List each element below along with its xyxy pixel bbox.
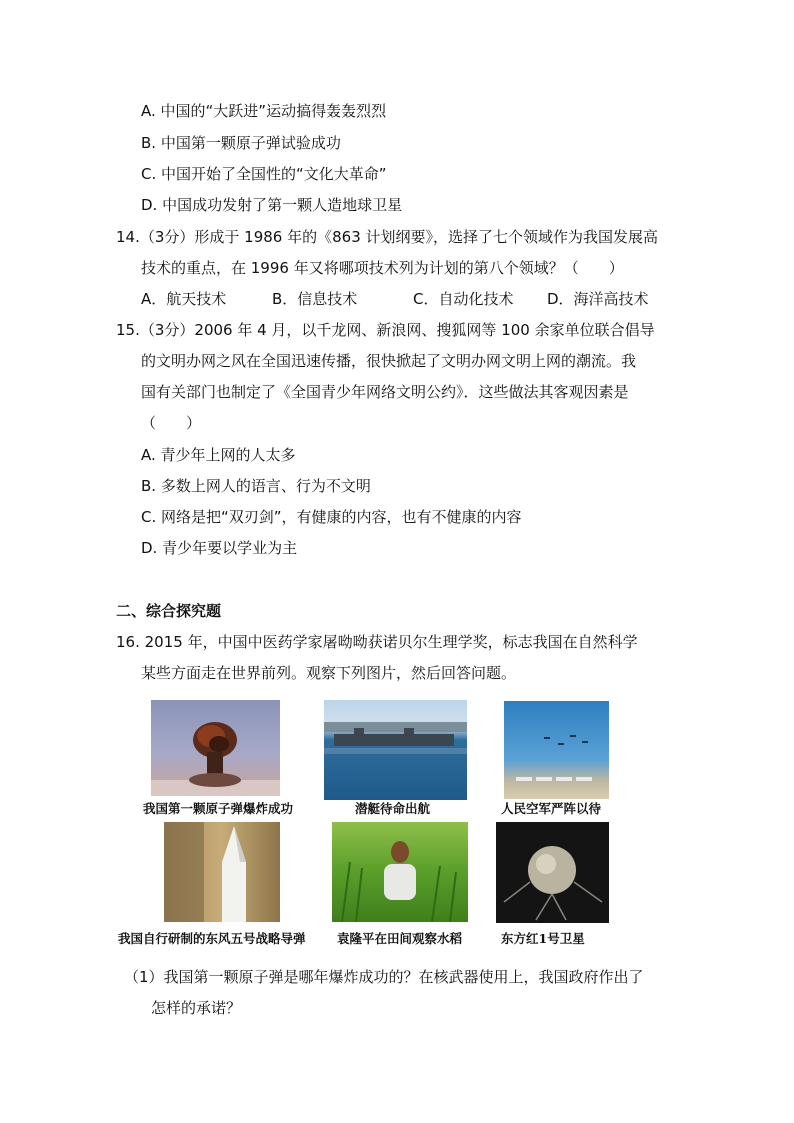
q13-option-b: B. 中国第一颗原子弹试验成功 (141, 134, 341, 152)
caption-satellite: 东方红1号卫星 (501, 931, 585, 946)
q15-option-b: B. 多数上网人的语言、行为不文明 (141, 477, 371, 495)
q15-option-d: D. 青少年要以学业为主 (141, 539, 298, 557)
q16-sub1-line1: （1）我国第一颗原子弹是哪年爆炸成功的？在核武器使用上，我国政府作出了 (124, 968, 644, 986)
q13-option-c: C. 中国开始了全国性的“文化大革命” (141, 165, 387, 183)
q14-stem-line2: 技术的重点，在 1996 年又将哪项技术列为计划的第八个领域？（ ） (141, 259, 624, 277)
person-in-field-icon (332, 822, 468, 922)
q14-option-a: A．航天技术 (141, 290, 227, 308)
satellite-photo (496, 822, 609, 923)
satellite-icon (496, 822, 609, 923)
aircraft-icon (504, 701, 609, 799)
caption-missile: 我国自行研制的东风五号战略导弹 (118, 931, 306, 946)
q15-stem-line4: （ ） (141, 414, 202, 432)
atomic-bomb-photo (151, 700, 280, 796)
q14-option-c: C．自动化技术 (413, 290, 514, 308)
air-force-photo (504, 701, 609, 799)
section-title: 二、综合探究题 (116, 602, 222, 620)
q15-stem-line2: 的文明办网之风在全国迅速传播，很快掀起了文明办网文明上网的潮流。我 (141, 352, 637, 370)
q15-option-a: A. 青少年上网的人太多 (141, 446, 296, 464)
missile-photo (164, 822, 280, 922)
rice-field-photo (332, 822, 468, 922)
q14-option-d: D．海洋高技术 (547, 290, 649, 308)
q14-option-b: B．信息技术 (272, 290, 358, 308)
q16-sub1-line2: 怎样的承诺？ (151, 999, 242, 1017)
q15-option-c: C. 网络是把“双刃剑”，有健康的内容，也有不健康的内容 (141, 508, 522, 526)
caption-atomic-bomb: 我国第一颗原子弹爆炸成功 (143, 801, 294, 816)
q16-stem-line1: 16. 2015 年，中国中医药学家屠呦呦获诺贝尔生理学奖，标志我国在自然科学 (116, 633, 638, 651)
caption-air-force: 人民空军严阵以待 (501, 801, 602, 816)
q14-stem-line1: 14.（3分）形成于 1986 年的《863 计划纲要》，选择了七个领域作为我国发展高 (116, 228, 659, 246)
submarine-photo (324, 700, 467, 800)
submarine-icon (324, 700, 467, 800)
q13-option-a: A. 中国的“大跃进”运动搞得轰轰烈烈 (141, 102, 387, 120)
q13-option-d: D. 中国成功发射了第一颗人造地球卫星 (141, 196, 403, 214)
q15-stem-line3: 国有关部门也制定了《全国青少年网络文明公约》．这些做法其客观因素是 (141, 383, 629, 401)
caption-submarine: 潜艇待命出航 (355, 801, 431, 816)
caption-rice-field: 袁隆平在田间观察水稻 (337, 931, 463, 946)
q16-stem-line2: 某些方面走在世界前列。观察下列图片，然后回答问题。 (141, 664, 517, 682)
q15-stem-line1: 15.（3分）2006 年 4 月，以千龙网、新浪网、搜狐网等 100 余家单位联合倡导 (116, 321, 655, 339)
mushroom-cloud-icon (151, 700, 280, 796)
missile-icon (164, 822, 280, 922)
